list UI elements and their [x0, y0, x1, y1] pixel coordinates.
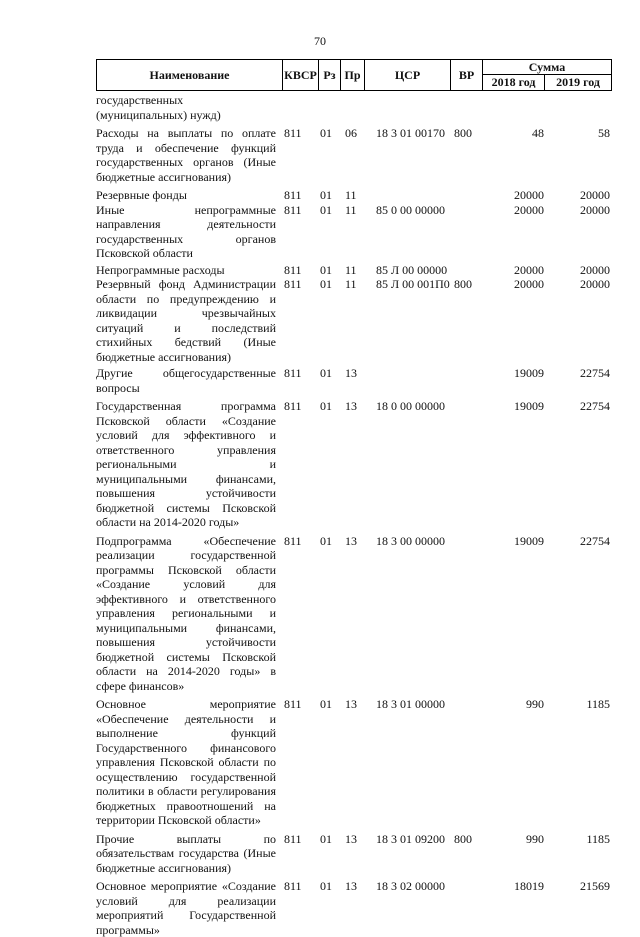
row-sum-2019: 20000	[580, 277, 610, 291]
row-rz: 01	[320, 831, 332, 846]
table-row	[96, 203, 616, 261]
row-rz: 01	[320, 697, 332, 711]
table-body	[96, 93, 616, 937]
row-name: Государственная программа Псковской области «Создание условий для эффективного и ответственного управления региональными и муниципальными финансами, повышения устойчивости бюджетной системы Псковской области на 2014-2020 годы»	[96, 399, 276, 529]
row-sum-2018: 19009	[514, 533, 544, 548]
page-number: 70	[314, 34, 326, 48]
row-kvsr: 811	[284, 188, 302, 202]
row-rz: 01	[320, 399, 332, 413]
row-rz: 01	[320, 262, 332, 277]
row-pr: 13	[345, 831, 357, 846]
row-sum-2018: 20000	[514, 277, 544, 291]
table-header	[96, 59, 612, 91]
table-row	[96, 188, 616, 203]
row-pr: 06	[345, 126, 357, 140]
header-year-2018: 2018 год	[483, 75, 545, 90]
row-rz: 01	[320, 126, 332, 140]
row-name: Непрограммные расходы	[96, 262, 225, 277]
header-sum-group	[483, 60, 611, 90]
table-row	[96, 399, 616, 530]
row-csr: 18 0 00 00000	[376, 399, 445, 413]
row-sum-2018: 990	[526, 831, 544, 846]
table-row	[96, 277, 616, 364]
row-pr: 11	[345, 262, 357, 277]
row-name: Подпрограмма «Обеспечение реализации государственной программы Псковской области «Создание условий для эффективного и ответственного управления региональными и муниципальными финансами, повышения устойчивости бюджетной системы Псковской области на 2014-2020 годы» в сфере финансов»	[96, 533, 276, 693]
row-name: Прочие выплаты по обязательствам государства (Иные бюджетные ассигнования)	[96, 831, 276, 875]
table-row	[96, 832, 616, 876]
row-name: Резервные фонды	[96, 188, 187, 202]
row-sum-2019: 1185	[586, 697, 610, 711]
row-name: государственных (муниципальных) нужд)	[96, 93, 221, 122]
row-csr: 18 3 01 00000	[376, 697, 445, 711]
table-row	[96, 879, 616, 937]
row-sum-2018: 19009	[514, 399, 544, 413]
row-rz: 01	[320, 879, 332, 893]
row-name: Расходы на выплаты по оплате труда и обеспечение функций государственных органов (Иные бюджетные ассигнования)	[96, 126, 276, 184]
row-rz: 01	[320, 366, 332, 380]
row-name: Основное мероприятие «Создание условий для реализации мероприятий Государственной программы»	[96, 879, 276, 937]
header-rz: Рз	[319, 60, 341, 90]
row-sum-2019: 22754	[580, 533, 610, 548]
row-pr: 13	[345, 879, 357, 893]
header-pr: Пр	[341, 60, 365, 90]
row-sum-2018: 20000	[514, 262, 544, 277]
row-rz: 01	[320, 533, 332, 548]
row-pr: 13	[345, 366, 357, 380]
row-sum-2019: 21569	[580, 879, 610, 893]
row-kvsr: 811	[284, 533, 302, 548]
row-pr: 11	[345, 188, 357, 202]
row-pr: 13	[345, 533, 357, 548]
row-kvsr: 811	[284, 262, 302, 277]
row-kvsr: 811	[284, 399, 302, 413]
row-kvsr: 811	[284, 697, 302, 711]
row-sum-2019: 22754	[580, 399, 610, 413]
row-pr: 13	[345, 399, 357, 413]
header-name: Наименование	[97, 60, 283, 90]
row-kvsr: 811	[284, 277, 302, 291]
row-sum-2018: 20000	[514, 188, 544, 202]
table-row	[96, 697, 616, 828]
row-csr: 85 Л 00 001П0	[376, 277, 450, 291]
row-kvsr: 811	[284, 831, 302, 846]
row-sum-2019: 20000	[580, 262, 610, 277]
row-csr: 85 Л 00 00000	[376, 262, 448, 277]
row-pr: 11	[345, 202, 357, 217]
row-sum-2019: 58	[598, 126, 610, 140]
row-name: Резервный фонд Администрации области по предупреждению и ликвидации чрезвычайных ситуаций и последствий стихийных бедствий (Иные бюджетные ассигнования)	[96, 277, 276, 364]
header-year-2019: 2019 год	[556, 75, 600, 89]
header-vr: ВР	[451, 60, 483, 90]
row-csr: 18 3 02 00000	[376, 879, 445, 893]
row-csr: 18 3 01 00170	[376, 126, 445, 140]
row-vr: 800	[454, 126, 472, 140]
row-pr: 11	[345, 277, 357, 291]
row-csr: 85 0 00 00000	[376, 202, 445, 217]
row-rz: 01	[320, 202, 332, 217]
row-sum-2019: 20000	[580, 202, 610, 217]
row-sum-2019: 20000	[580, 188, 610, 202]
row-sum-2018: 20000	[514, 202, 544, 217]
table-row	[96, 126, 616, 184]
row-name: Основное мероприятие «Обеспечение деятельности и выполнение функций Государственного финансового управления Псковской области по осуществлению государственной политики в области регулирования бюджетных правоотношений на территории Псковской области»	[96, 697, 276, 827]
row-csr: 18 3 00 00000	[376, 533, 445, 548]
table-row	[96, 534, 616, 694]
row-pr: 13	[345, 697, 357, 711]
header-kvsr: КВСР	[283, 60, 319, 90]
row-sum-2019: 1185	[586, 831, 610, 846]
row-sum-2018: 18019	[514, 879, 544, 893]
row-sum-2019: 22754	[580, 366, 610, 380]
row-rz: 01	[320, 277, 332, 291]
header-csr: ЦСР	[365, 60, 451, 90]
row-csr: 18 3 01 09200	[376, 831, 445, 846]
row-sum-2018: 990	[526, 697, 544, 711]
table-row	[96, 93, 616, 122]
table-row	[96, 263, 616, 278]
row-kvsr: 811	[284, 879, 302, 893]
row-kvsr: 811	[284, 366, 302, 380]
row-name: Иные непрограммные направления деятельности государственных органов Псковской области	[96, 202, 276, 260]
table-row	[96, 366, 616, 395]
row-name: Другие общегосударственные вопросы	[96, 366, 276, 395]
row-vr: 800	[454, 831, 472, 846]
row-kvsr: 811	[284, 126, 302, 140]
row-sum-2018: 48	[532, 126, 544, 140]
row-kvsr: 811	[284, 202, 302, 217]
row-vr: 800	[454, 277, 472, 291]
header-sum: Сумма	[483, 60, 611, 75]
row-sum-2018: 19009	[514, 366, 544, 380]
row-rz: 01	[320, 188, 332, 202]
